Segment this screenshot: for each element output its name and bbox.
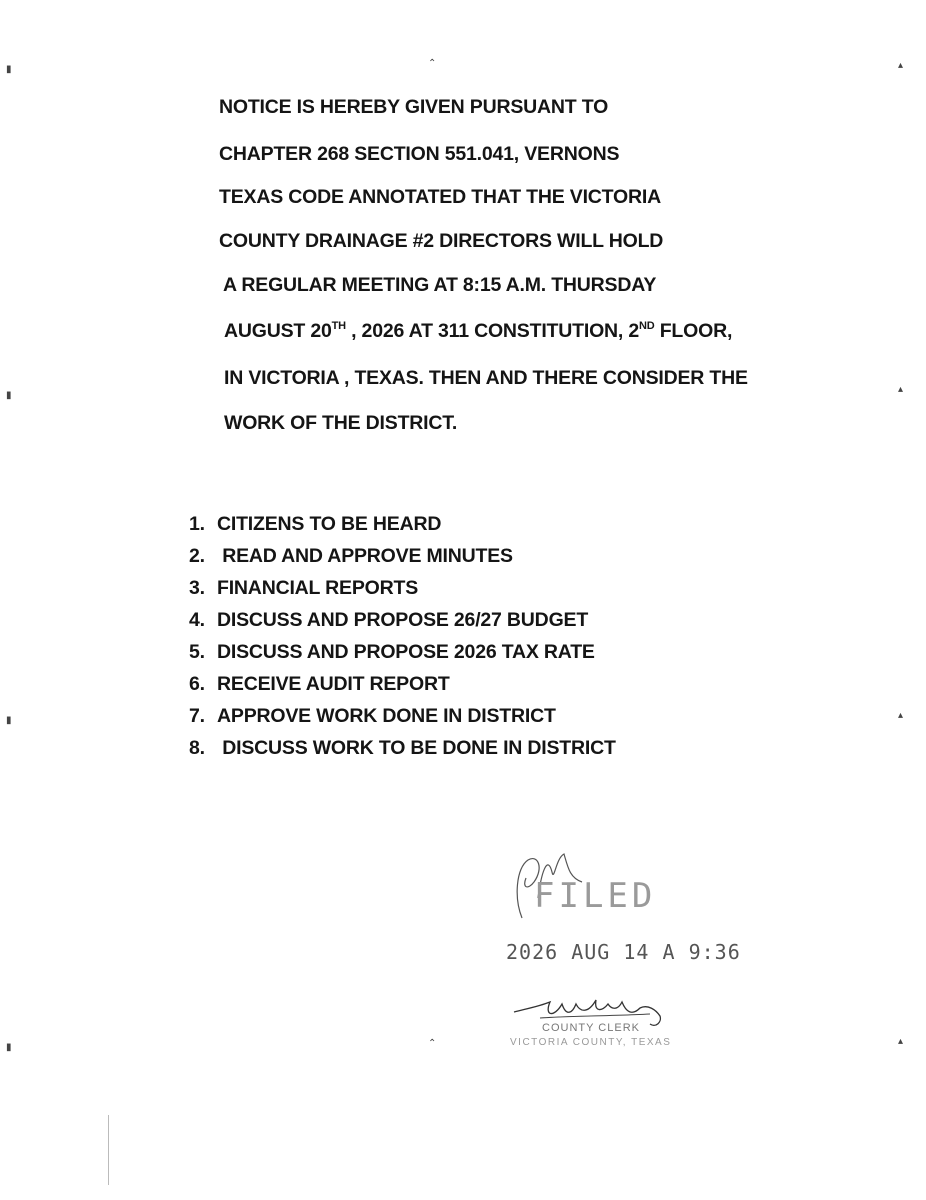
- notice-line-3: TEXAS CODE ANNOTATED THAT THE VICTORIA: [219, 186, 661, 208]
- scan-speck: ▴: [898, 384, 904, 395]
- notice-line-2: CHAPTER 268 SECTION 551.041, VERNONS: [219, 143, 620, 165]
- agenda-list: [0, 500, 926, 780]
- filed-date: 2026 AUG 14 A 9:36: [506, 940, 741, 964]
- item-number: 7.: [189, 705, 205, 727]
- scan-speck: ▮: [6, 64, 12, 75]
- list-item: [189, 673, 450, 696]
- notice-paragraph: [0, 0, 926, 470]
- notice-line-8: WORK OF THE DISTRICT.: [224, 412, 458, 434]
- notice-line-6: [224, 320, 732, 343]
- list-item: [189, 577, 418, 600]
- item-number: 5.: [189, 641, 205, 663]
- scan-speck: ▮: [6, 390, 12, 401]
- list-item: [189, 609, 588, 632]
- item-text: DISCUSS AND PROPOSE 2026 TAX RATE: [217, 641, 595, 663]
- scan-speck: ⌃: [428, 1038, 437, 1049]
- scan-speck: ▮: [6, 715, 12, 726]
- clerk-title: COUNTY CLERK: [542, 1022, 640, 1034]
- item-text: READ AND APPROVE MINUTES: [217, 545, 513, 567]
- clerk-county: VICTORIA COUNTY, TEXAS: [510, 1037, 672, 1048]
- scan-speck: ▴: [898, 1036, 904, 1047]
- item-text: CITIZENS TO BE HEARD: [217, 513, 442, 535]
- item-text: FINANCIAL REPORTS: [217, 577, 418, 599]
- list-item: [189, 737, 616, 760]
- list-item: [189, 705, 556, 728]
- meeting-floor: FLOOR,: [654, 320, 733, 342]
- item-number: 6.: [189, 673, 205, 695]
- item-number: 3.: [189, 577, 205, 599]
- notice-line-7: IN VICTORIA , TEXAS. THEN AND THERE CONSIDER THE: [224, 367, 748, 389]
- scan-speck: ▮: [6, 1042, 12, 1053]
- floor-suffix: ND: [639, 320, 655, 332]
- list-item: [189, 641, 595, 664]
- item-number: 1.: [189, 513, 205, 535]
- scan-speck: ▴: [898, 710, 904, 721]
- notice-line-1: NOTICE IS HEREBY GIVEN PURSUANT TO: [219, 96, 609, 118]
- item-number: 4.: [189, 609, 205, 631]
- filed-stamp: [490, 830, 741, 1060]
- item-number: 2.: [189, 545, 205, 567]
- date-suffix: TH: [331, 320, 346, 332]
- notice-line-4: COUNTY DRAINAGE #2 DIRECTORS WILL HOLD: [219, 230, 664, 252]
- item-text: RECEIVE AUDIT REPORT: [217, 673, 450, 695]
- filed-label: FILED: [534, 876, 657, 916]
- item-text: DISCUSS AND PROPOSE 26/27 BUDGET: [217, 609, 589, 631]
- notice-line-5: A REGULAR MEETING AT 8:15 A.M. THURSDAY: [223, 274, 657, 296]
- scan-artifact-line: [108, 1115, 109, 1185]
- meeting-date: AUGUST 20: [224, 320, 332, 342]
- list-item: [189, 513, 441, 536]
- scan-speck: ▴: [898, 60, 904, 71]
- meeting-address: , 2026 AT 311 CONSTITUTION, 2: [345, 320, 639, 342]
- list-item: [189, 545, 513, 568]
- item-text: DISCUSS WORK TO BE DONE IN DISTRICT: [217, 737, 616, 759]
- item-text: APPROVE WORK DONE IN DISTRICT: [217, 705, 556, 727]
- scan-speck: ⌃: [428, 58, 437, 69]
- item-number: 8.: [189, 737, 205, 759]
